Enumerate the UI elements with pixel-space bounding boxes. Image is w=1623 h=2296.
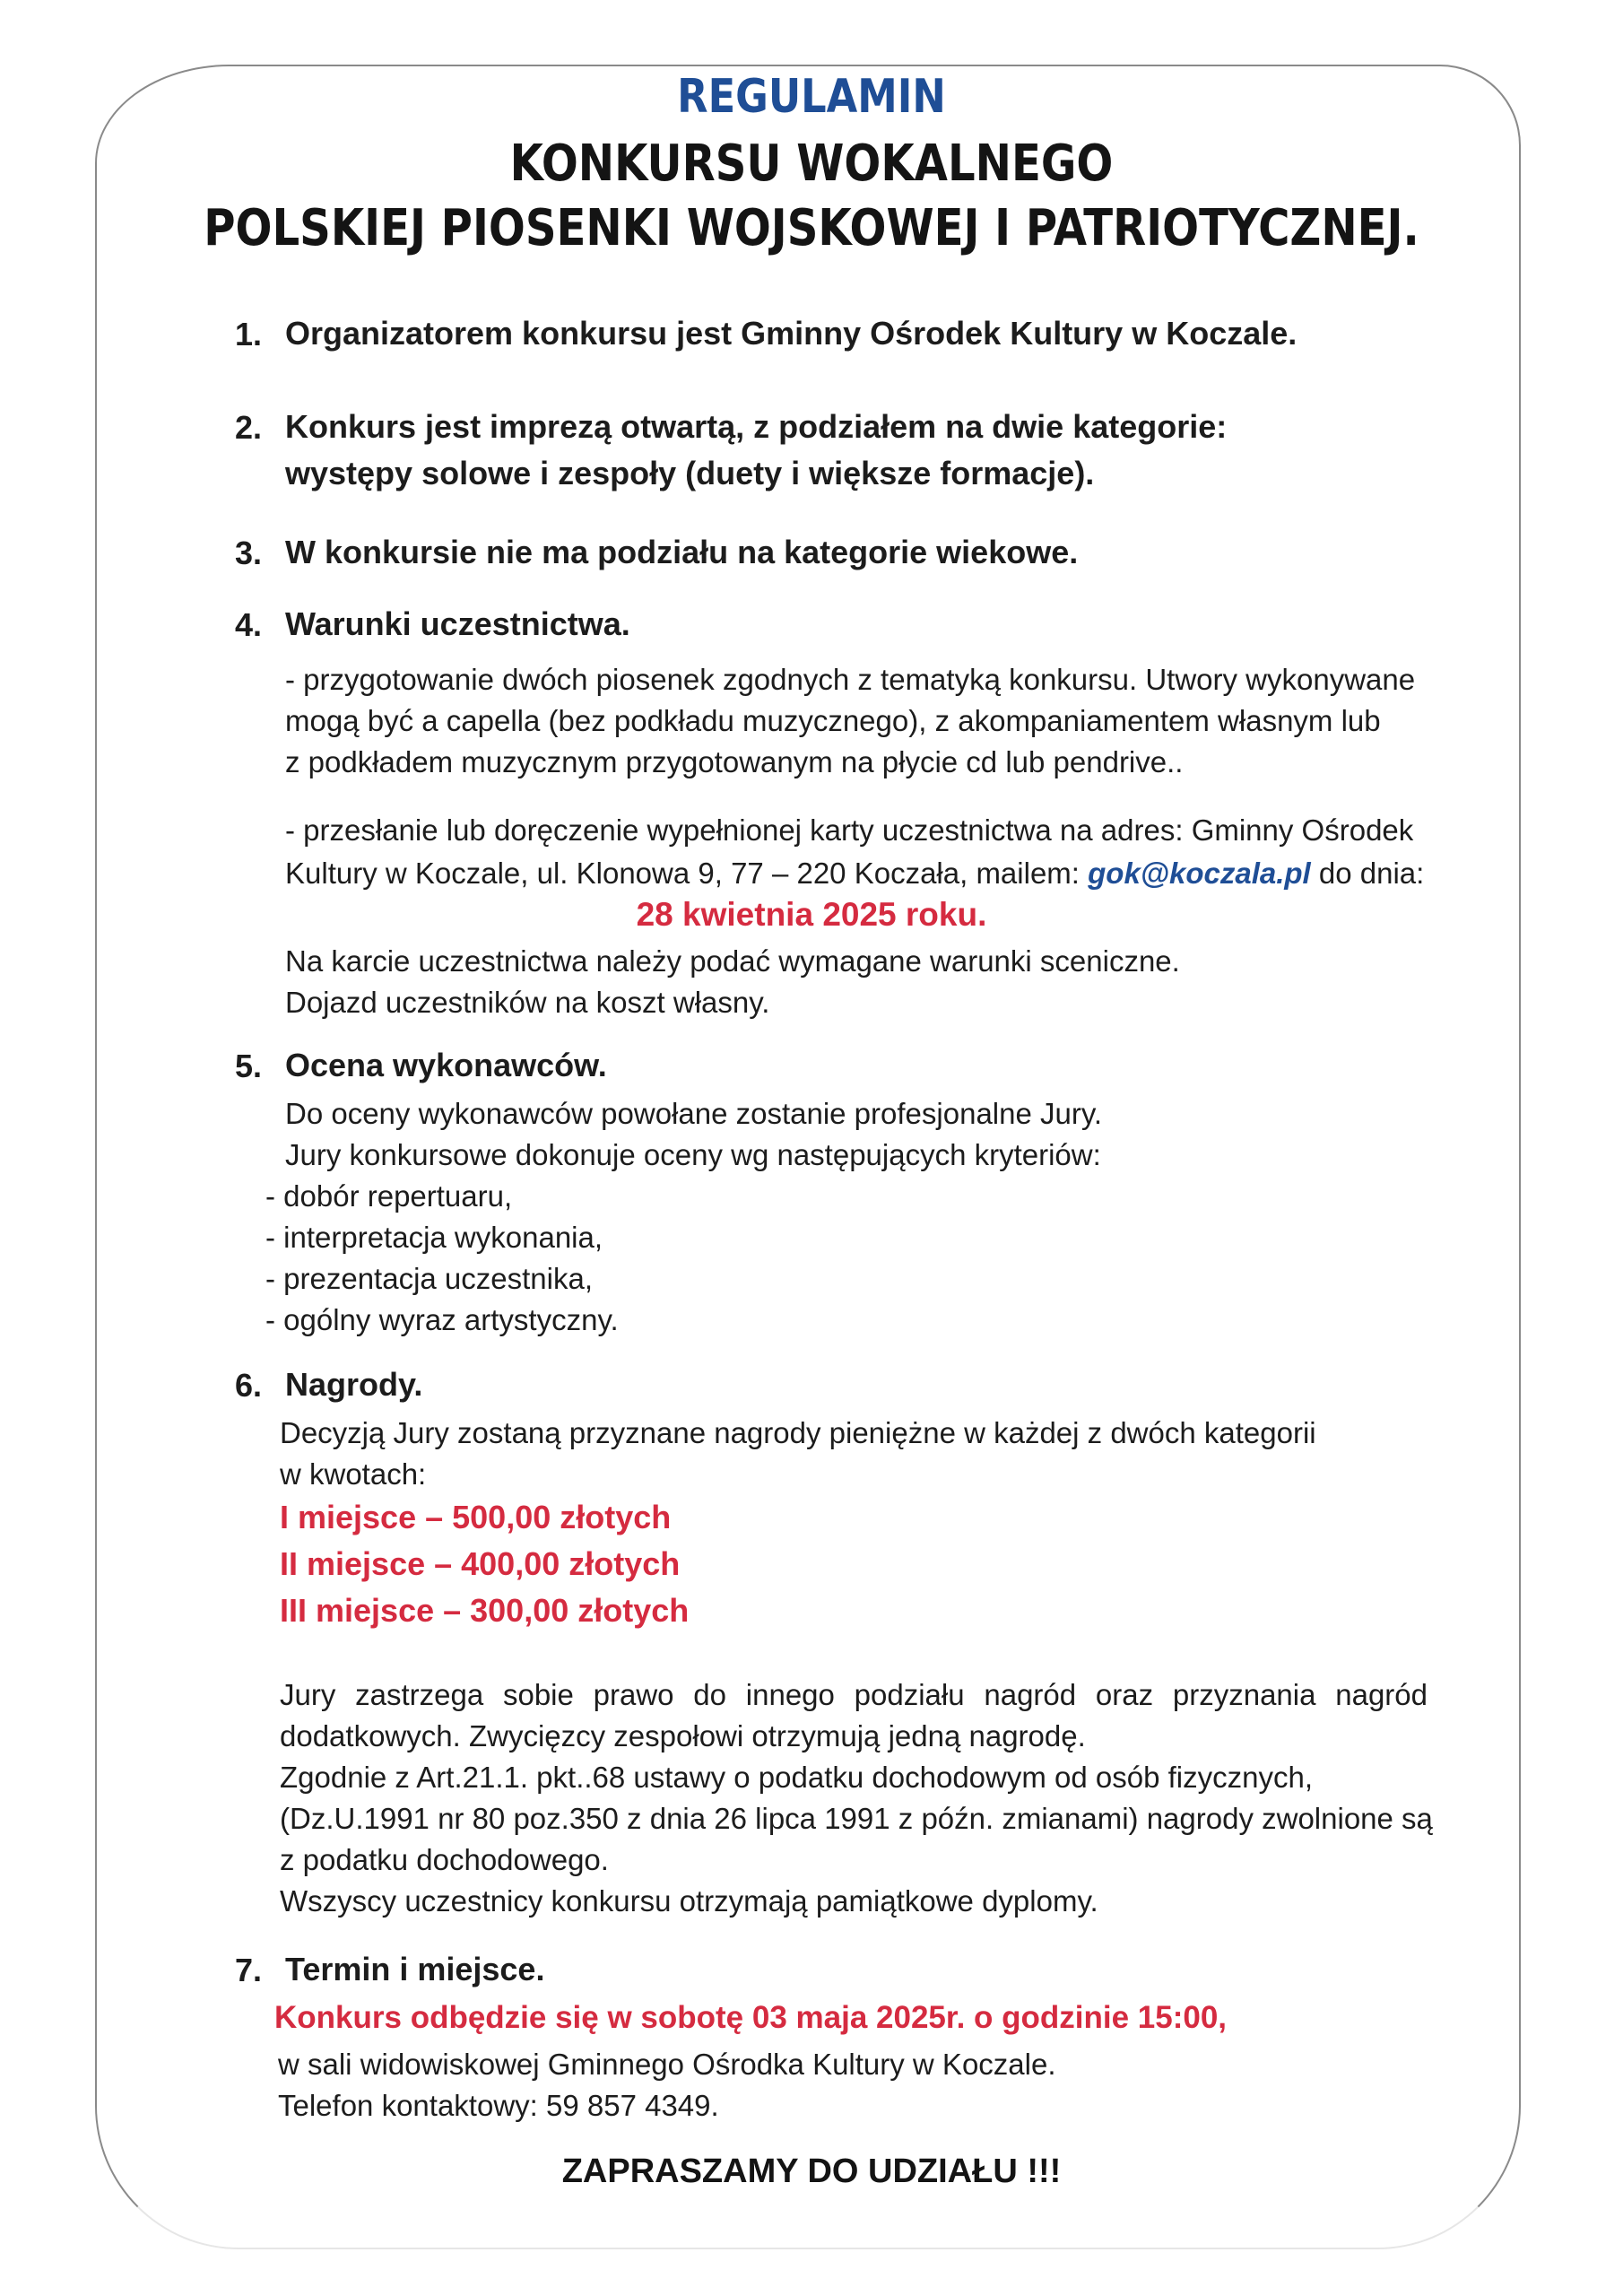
- section-7-text: w sali widowiskowej Gminnego Ośrodka Kultury w Koczale.: [278, 2048, 1056, 2081]
- section-6-note: Jury zastrzega sobie prawo do innego podziału nagród oraz przyznania nagród: [280, 1678, 1428, 1711]
- criteria-item: - ogólny wyraz artystyczny.: [265, 1303, 619, 1336]
- section-6-note: Zgodnie z Art.21.1. pkt..68 ustawy o podatku dochodowym od osób fizycznych,: [280, 1761, 1313, 1794]
- document-subtitle-2: POLSKIEJ PIOSENKI WOJSKOWEJ I PATRIOTYCZNEJ.: [204, 199, 1419, 257]
- section-6-note: dodatkowych. Zwycięzcy zespołowi otrzymują jedną nagrodę.: [280, 1719, 1086, 1752]
- section-6-text: Decyzją Jury zostaną przyznane nagrody pieniężne w każdej z dwóch kategorii: [280, 1416, 1316, 1449]
- deadline-date: 28 kwietnia 2025 roku.: [636, 896, 987, 933]
- section-7-heading: Termin i miejsce.: [285, 1951, 545, 1987]
- prize-second: II miejsce – 400,00 złotych: [280, 1545, 681, 1582]
- section-4-number: 4.: [235, 606, 263, 643]
- section-2-heading: Konkurs jest imprezą otwartą, z podziałem na dwie kategorie:: [285, 408, 1228, 445]
- section-2-heading-cont: występy solowe i zespoły (duety i większe formacje).: [285, 455, 1095, 491]
- section-4-address-line: [285, 856, 1424, 891]
- section-1-heading: Organizatorem konkursu jest Gminny Ośrodek Kultury w Koczale.: [285, 315, 1298, 352]
- section-4-text: - przesłanie lub doręczenie wypełnionej karty uczestnictwa na adres: Gminny Ośrodek: [285, 813, 1414, 847]
- document-subtitle-1: KONKURSU WOKALNEGO: [509, 135, 1114, 193]
- section-6-number: 6.: [235, 1367, 263, 1404]
- document-title: REGULAMIN: [677, 70, 946, 124]
- email-link[interactable]: gok@koczala.pl: [1088, 857, 1311, 890]
- section-6-heading: Nagrody.: [285, 1366, 423, 1403]
- section-2-number: 2.: [235, 409, 263, 446]
- section-7-number: 7.: [235, 1952, 263, 1988]
- section-3-number: 3.: [235, 535, 263, 571]
- section-4-text: z podkładem muzycznym przygotowanym na płycie cd lub pendrive..: [285, 745, 1184, 778]
- section-1-number: 1.: [235, 316, 263, 352]
- section-5-text: Do oceny wykonawców powołane zostanie profesjonalne Jury.: [285, 1097, 1103, 1130]
- section-6-note: z podatku dochodowego.: [280, 1843, 609, 1876]
- section-4-heading: Warunki uczestnictwa.: [285, 605, 630, 642]
- criteria-item: - prezentacja uczestnika,: [265, 1262, 594, 1295]
- closing-invitation: ZAPRASZAMY DO UDZIAŁU !!!: [561, 2152, 1062, 2190]
- section-5-heading: Ocena wykonawców.: [285, 1047, 607, 1083]
- section-4-text: - przygotowanie dwóch piosenek zgodnych z tematyką konkursu. Utwory wykonywane: [285, 663, 1416, 696]
- section-5-number: 5.: [235, 1048, 263, 1084]
- section-3-heading: W konkursie nie ma podziału na kategorie wiekowe.: [285, 534, 1079, 570]
- contact-phone: Telefon kontaktowy: 59 857 4349.: [278, 2089, 719, 2122]
- address-text: Kultury w Koczale, ul. Klonowa 9, 77 – 220 Koczała, mailem:: [285, 857, 1089, 890]
- section-6-note: Wszyscy uczestnicy konkursu otrzymają pamiątkowe dyplomy.: [280, 1884, 1098, 1918]
- section-4-text: Dojazd uczestników na koszt własny.: [285, 986, 770, 1019]
- prize-third: III miejsce – 300,00 złotych: [280, 1592, 690, 1629]
- deadline-intro: do dnia:: [1310, 857, 1425, 890]
- criteria-item: - interpretacja wykonania,: [265, 1221, 603, 1254]
- section-6-text: w kwotach:: [280, 1457, 427, 1491]
- prize-first: I miejsce – 500,00 złotych: [280, 1499, 672, 1535]
- event-date-highlight: Konkurs odbędzie się w sobotę 03 maja 2025r. o godzinie 15:00,: [274, 2000, 1228, 2035]
- section-6-note: (Dz.U.1991 nr 80 poz.350 z dnia 26 lipca 1991 z późn. zmianami) nagrody zwolnione są: [280, 1802, 1433, 1835]
- section-4-text: Na karcie uczestnictwa należy podać wymagane warunki sceniczne.: [285, 944, 1180, 978]
- section-4-text: mogą być a capella (bez podkładu muzycznego), z akompaniamentem własnym lub: [285, 704, 1381, 737]
- section-5-text: Jury konkursowe dokonuje oceny wg następujących kryteriów:: [285, 1138, 1101, 1171]
- criteria-item: - dobór repertuaru,: [265, 1179, 513, 1213]
